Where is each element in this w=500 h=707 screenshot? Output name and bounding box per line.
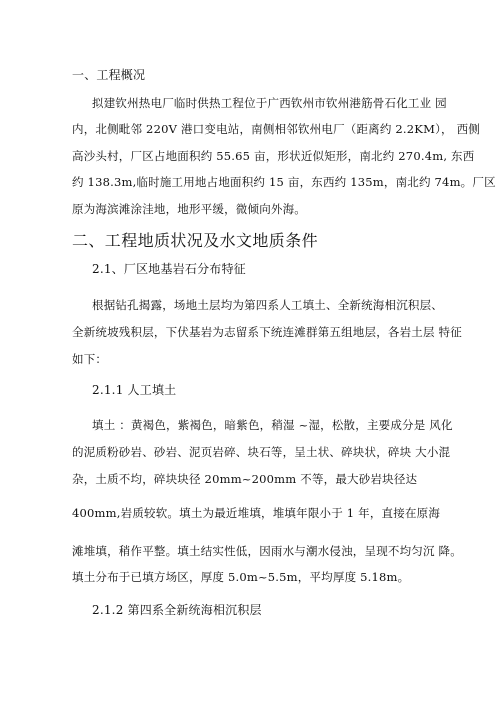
paragraph-line: 的泥质粉砂岩、砂岩、泥页岩碎、块石等，呈土状、碎块状，碎块 大小混	[72, 445, 451, 459]
paragraph-line: 全新统坡残积层，下伏基岩为志留系下统连滩群第五组地层，各岩土层 特征	[72, 325, 462, 339]
paragraph-line: 填土分布于已填方场区，厚度 5.0m~5.5m，平均厚度 5.18m。	[72, 570, 410, 584]
paragraph-line: 约 138.3m,临时施工用地占地面积约 15 亩，东西约 135m，南北约 74m。厂区	[72, 175, 496, 189]
paragraph-line: 滩堆填，稍作平整。填土结实性低，因雨水与潮水侵浊，呈现不均匀沉 降。	[72, 544, 462, 558]
paragraph-line: 根据钻孔揭露，场地土层均为第四系人工填土、全新统海相沉积层、	[92, 298, 443, 312]
subsection-heading-2-1-2: 2.1.2 第四系全新统海相沉积层	[92, 603, 262, 617]
section-heading-geology: 二、工程地质状况及水文地质条件	[72, 231, 319, 250]
subsection-heading-2-1-1: 2.1.1 人工填土	[92, 383, 177, 397]
paragraph-line: 高沙头村，厂区占地面积约 55.65 亩，形状近似矩形，南北约 270.4m, 东西	[72, 149, 475, 163]
paragraph-line: 杂，土质不均，碎块块径 20mm~200mm 不等，最大砂岩块径达	[72, 472, 418, 486]
paragraph-line: 400mm,岩质较软。填土为最近堆填，堆填年限小于 1 年，直接在原海	[72, 506, 441, 520]
paragraph-line: 拟建钦州热电厂临时供热工程位于广西钦州市钦州港筋骨石化工业 园	[92, 96, 447, 110]
paragraph-line: 原为海滨滩涂洼地，地形平缓，微倾向外海。	[72, 202, 306, 216]
paragraph-line: 如下：	[72, 352, 108, 366]
subsection-heading-2-1: 2.1、厂区地基岩石分布特征	[92, 262, 246, 276]
paragraph-line: 内，北侧毗邻 220V 港口变电站，南侧相邻钦州电厂（距离约 2.2KM）， 西侧	[72, 122, 480, 136]
paragraph-line: 填土 ：黄褐色，紫褐色，暗紫色，稍湿 ~湿，松散，主要成分是 风化	[92, 418, 453, 432]
section-heading-project-overview: 一、工程概况	[72, 68, 146, 82]
